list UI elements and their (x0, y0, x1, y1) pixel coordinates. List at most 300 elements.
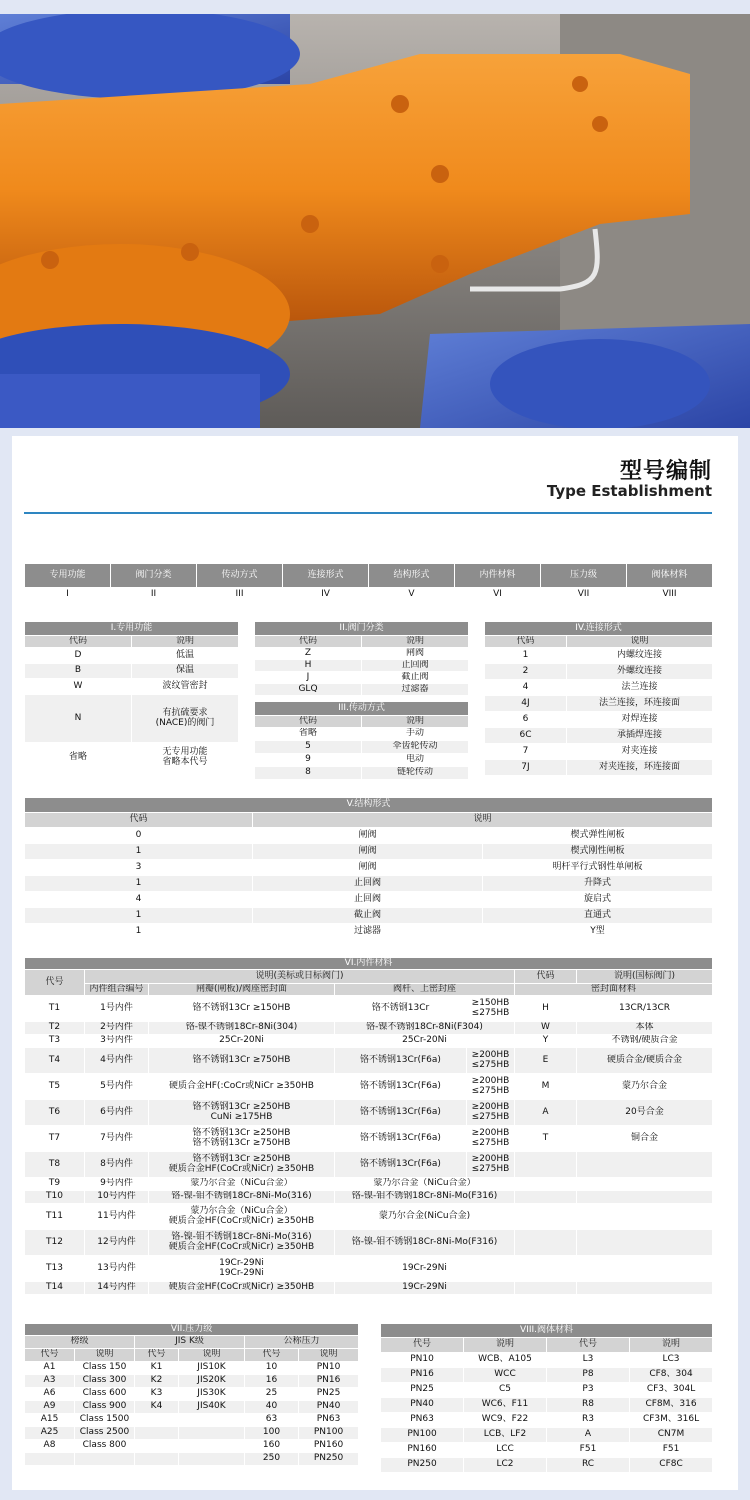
table-trim-material (24, 957, 713, 1295)
trim-hardness-line: ≤275HB (471, 1085, 510, 1096)
table-cell: PN10 (299, 1362, 359, 1375)
trim-hardness-line: ≤275HB (471, 1059, 510, 1070)
trim-seat-line: 硬质合金HF(CoCr或NiCr) ≥350HB (168, 1241, 315, 1252)
trim-hardness-line: ≤275HB (471, 1137, 510, 1148)
trim-combo: 4号内件 (85, 1048, 149, 1074)
table-title: VII.压力级 (25, 1324, 359, 1336)
table-cell: 无专用功能 省略本代号 (132, 743, 239, 773)
gb-code: H (515, 996, 577, 1022)
table-cell: 1 (25, 844, 253, 860)
table-cell: Class 1500 (75, 1414, 135, 1427)
trim-seat (149, 1126, 335, 1152)
table-row (25, 1427, 359, 1440)
trim-seat-line: 25Cr-20Ni (219, 1035, 264, 1046)
table-row (25, 695, 239, 743)
table-cell: 1 (485, 648, 567, 664)
trim-stem: 铬不锈钢13Cr(F6a) (335, 1100, 467, 1126)
scheme-roman: IV (283, 588, 369, 603)
gb-code: T (515, 1126, 577, 1152)
table-row (255, 754, 469, 767)
gb-desc: 13CR/13CR (577, 996, 713, 1022)
table-cell (179, 1427, 245, 1440)
table-cell: 6C (485, 728, 567, 744)
column-header: 代码 (515, 970, 577, 984)
trim-stem: 蒙乃尔合金(NiCu合金) (335, 1204, 515, 1230)
trim-hardness-line: ≥200HB (471, 1153, 510, 1164)
table-cell: Class 900 (75, 1401, 135, 1414)
subheader-row (25, 636, 239, 648)
gb-empty (577, 1256, 713, 1282)
table-cell: CF8、304 (630, 1368, 713, 1383)
table-cell: F51 (547, 1443, 630, 1458)
scheme-header: 内件材料 (455, 564, 541, 588)
table-cell: 6 (485, 712, 567, 728)
trim-seat (149, 1256, 335, 1282)
subheader-row (25, 813, 713, 828)
table-row (25, 1440, 359, 1453)
table-row (25, 1152, 713, 1178)
table-cell: PN250 (299, 1453, 359, 1466)
table-row (25, 1230, 713, 1256)
scheme-roman: I (25, 588, 111, 603)
trim-stem: 蒙乃尔合金（NiCu合金） (335, 1178, 515, 1191)
trim-seat (149, 1035, 335, 1048)
table-cell: 手动 (362, 728, 469, 741)
table-cell: 63 (245, 1414, 299, 1427)
table-cell: 升降式 (483, 876, 713, 892)
trim-seat-line: 铬-镍-钼不锈钢18Cr-8Ni-Mo(316) (171, 1231, 312, 1242)
scheme-header: 连接形式 (283, 564, 369, 588)
table-cell: LCC (464, 1443, 547, 1458)
table-cell: JIS30K (179, 1388, 245, 1401)
trim-seat-line: 铬-镍不锈钢18Cr-8Ni(304) (185, 1022, 298, 1033)
table-cell: JIS10K (179, 1362, 245, 1375)
trim-combo: 9号内件 (85, 1178, 149, 1191)
section-title-en: Type Establishment (546, 482, 712, 500)
table-cell: 省略 (25, 743, 132, 773)
table-row (255, 728, 469, 741)
table-cell: Z (255, 648, 362, 660)
table-cell (135, 1427, 179, 1440)
table-cell: WC6、F11 (464, 1398, 547, 1413)
table-cell: PN25 (381, 1383, 464, 1398)
column-header: 代号 (25, 970, 85, 996)
table-row (381, 1428, 713, 1443)
table-row (25, 908, 713, 924)
trim-stem: 19Cr-29Ni (335, 1282, 515, 1295)
table-cell: PN25 (299, 1388, 359, 1401)
gb-desc: 蒙乃尔合金 (577, 1074, 713, 1100)
table-cell: 楔式刚性闸板 (483, 844, 713, 860)
table-cell: 闸阀 (253, 844, 483, 860)
table-cell: C5 (464, 1383, 547, 1398)
table-cell: 3 (25, 860, 253, 876)
table-cell: PN160 (299, 1440, 359, 1453)
column-header: 说明 (179, 1349, 245, 1362)
table-cell: 9 (255, 754, 362, 767)
column-header: 说明 (299, 1349, 359, 1362)
table-title-row (255, 702, 469, 716)
trim-combo: 7号内件 (85, 1126, 149, 1152)
trim-seat (149, 1230, 335, 1256)
scheme-roman: II (111, 588, 197, 603)
table-cell: CF3、304L (630, 1383, 713, 1398)
table-cell: PN63 (381, 1413, 464, 1428)
table-cell: WCC (464, 1368, 547, 1383)
table-cell: H (255, 660, 362, 672)
table-cell: 40 (245, 1401, 299, 1414)
trim-seat (149, 1282, 335, 1295)
table-cell: W (25, 679, 132, 695)
table-cell: PN100 (299, 1427, 359, 1440)
table-cell: Class 300 (75, 1375, 135, 1388)
table-cell: 法兰连接 (567, 680, 713, 696)
trim-seat (149, 1191, 335, 1204)
gb-desc: 铜合金 (577, 1126, 713, 1152)
gb-empty (577, 1204, 713, 1230)
table-cell: CN7M (630, 1428, 713, 1443)
table-title-row (25, 958, 713, 970)
table-cell: 止回阀 (253, 876, 483, 892)
table-row (381, 1443, 713, 1458)
trim-code: T6 (25, 1100, 85, 1126)
table-cell: A3 (25, 1375, 75, 1388)
table-cell: N (25, 695, 132, 743)
table-row (255, 672, 469, 684)
table-body-material (380, 1323, 713, 1473)
gb-code: W (515, 1022, 577, 1035)
gb-empty (577, 1282, 713, 1295)
trim-combo: 5号内件 (85, 1074, 149, 1100)
table-cell: 8 (255, 767, 362, 780)
table-cell: Class 600 (75, 1388, 135, 1401)
table-row (25, 924, 713, 940)
trim-combo: 2号内件 (85, 1022, 149, 1035)
trim-code: T9 (25, 1178, 85, 1191)
trim-seat (149, 1178, 335, 1191)
table-cell (179, 1440, 245, 1453)
table-row (25, 1453, 359, 1466)
table-cell: GLQ (255, 684, 362, 696)
trim-combo: 10号内件 (85, 1191, 149, 1204)
table-cell: 伞齿轮传动 (362, 741, 469, 754)
table-cell: 7J (485, 760, 567, 776)
table-cell: 明杆平行式钢性单闸板 (483, 860, 713, 876)
table-cell (179, 1414, 245, 1427)
column-header: 说明 (362, 636, 469, 648)
table-cell: 止回阀 (253, 892, 483, 908)
column-header: 说明 (75, 1349, 135, 1362)
table-title: I.专用功能 (25, 622, 239, 636)
column-header: 说明(美标或日标阀门) (85, 970, 515, 984)
scheme-header: 压力级 (541, 564, 627, 588)
table-cell: K4 (135, 1401, 179, 1414)
table-row (485, 648, 713, 664)
trim-combo: 13号内件 (85, 1256, 149, 1282)
subheader-row (485, 636, 713, 648)
trim-seat-line: 铬不锈钢13Cr ≥150HB (192, 1002, 291, 1013)
table-cell (135, 1440, 179, 1453)
table-cell: 楔式弹性闸板 (483, 828, 713, 844)
table-row (381, 1383, 713, 1398)
table-cell: Class 800 (75, 1440, 135, 1453)
table-cell: A6 (25, 1388, 75, 1401)
trim-code: T7 (25, 1126, 85, 1152)
table-valve-category (254, 621, 469, 696)
trim-seat-line: 铬不锈钢13Cr ≥250HB (192, 1127, 291, 1138)
trim-hardness-line: ≤275HB (471, 1163, 510, 1174)
scheme-header: 专用功能 (25, 564, 111, 588)
table-title-row (25, 1324, 359, 1336)
table-row (25, 743, 239, 773)
table-row (25, 1022, 713, 1035)
table-row (485, 680, 713, 696)
column-header: 代码 (25, 813, 253, 828)
table-cell (25, 1453, 75, 1466)
column-header: 说明 (253, 813, 713, 828)
column-header: 说明 (132, 636, 239, 648)
table-cell: 过滤器 (253, 924, 483, 940)
table-row (255, 648, 469, 660)
table-cell: F51 (630, 1443, 713, 1458)
trim-hardness-line: ≥200HB (471, 1101, 510, 1112)
trim-stem: 铬-镍不锈钢18Cr-8Ni(F304) (335, 1022, 515, 1035)
table-cell: 省略 (255, 728, 362, 741)
trim-seat (149, 996, 335, 1022)
trim-combo: 6号内件 (85, 1100, 149, 1126)
table-cell (135, 1453, 179, 1466)
trim-seat-line: 硬质合金HF(CoCr或NiCr) ≥350HB (168, 1215, 315, 1226)
scheme-header: 结构形式 (369, 564, 455, 588)
table-cell: 止回阀 (362, 660, 469, 672)
table-cell: 7 (485, 744, 567, 760)
table-special-function (24, 621, 239, 773)
table-cell: 承插焊连接 (567, 728, 713, 744)
trim-seat (149, 1048, 335, 1074)
table-cell: PN63 (299, 1414, 359, 1427)
trim-seat (149, 1022, 335, 1035)
table-cell: 25 (245, 1388, 299, 1401)
subheader-row (25, 1349, 359, 1362)
table-cell: PN100 (381, 1428, 464, 1443)
table-cell: P3 (547, 1383, 630, 1398)
table-row (255, 684, 469, 696)
table-row (255, 741, 469, 754)
table-row (25, 1375, 359, 1388)
column-header: 代号 (25, 1349, 75, 1362)
table-cell: 有抗硫要求 (NACE)的阀门 (132, 695, 239, 743)
table-cell: 内螺纹连接 (567, 648, 713, 664)
column-header: 榜级 (25, 1336, 135, 1349)
gb-empty (515, 1204, 577, 1230)
trim-code: T11 (25, 1204, 85, 1230)
column-header: 阀杆、上密封座 (335, 984, 515, 996)
table-cell: 对焊连接 (567, 712, 713, 728)
table-row (25, 1401, 359, 1414)
table-cell: 闸阀 (362, 648, 469, 660)
table-cell: 波纹管密封 (132, 679, 239, 695)
table-row (25, 1074, 713, 1100)
trim-hardness-line: ≤275HB (471, 1007, 510, 1018)
table-cell: 4 (485, 680, 567, 696)
section-title-cn: 型号编制 (619, 459, 712, 484)
trim-code: T12 (25, 1230, 85, 1256)
table-cell: A (547, 1428, 630, 1443)
table-pressure-class (24, 1323, 359, 1466)
table-title-row (25, 798, 713, 813)
title-divider (24, 512, 712, 514)
trim-hardness-line: ≥200HB (471, 1075, 510, 1086)
table-row (381, 1413, 713, 1428)
table-cell: 160 (245, 1440, 299, 1453)
table-row (25, 996, 713, 1022)
trim-hardness (467, 1048, 515, 1074)
table-cell: Class 150 (75, 1362, 135, 1375)
table-cell: 截止阀 (253, 908, 483, 924)
table-row (381, 1398, 713, 1413)
table-row (485, 760, 713, 776)
column-header: 代码 (255, 716, 362, 728)
table-cell: A9 (25, 1401, 75, 1414)
gb-empty (515, 1191, 577, 1204)
gb-empty (515, 1178, 577, 1191)
table-cell: 外螺纹连接 (567, 664, 713, 680)
trim-seat (149, 1074, 335, 1100)
gb-code: Y (515, 1035, 577, 1048)
column-header: 说明 (362, 716, 469, 728)
column-header: 密封面材料 (515, 984, 713, 996)
gb-empty (515, 1256, 577, 1282)
trim-seat-line: 铬不锈钢13Cr ≥250HB (192, 1153, 291, 1164)
trim-hardness-line: ≥200HB (471, 1049, 510, 1060)
table-cell: 1 (25, 924, 253, 940)
table-cell: CF8M、316 (630, 1398, 713, 1413)
table-cell: A1 (25, 1362, 75, 1375)
table-row (25, 1204, 713, 1230)
scheme-header-row (25, 564, 713, 588)
trim-stem: 铬不锈钢13Cr(F6a) (335, 1126, 467, 1152)
subheader-row (255, 636, 469, 648)
table-cell: 闸阀 (253, 860, 483, 876)
table-cell: CF3M、316L (630, 1413, 713, 1428)
table-row (25, 1178, 713, 1191)
valve-photo (0, 14, 750, 428)
scheme-roman: VI (455, 588, 541, 603)
table-cell: PN250 (381, 1458, 464, 1473)
table-cell: 16 (245, 1375, 299, 1388)
table-row (25, 1282, 713, 1295)
table-cell: 2 (485, 664, 567, 680)
table-cell: J (255, 672, 362, 684)
trim-code: T2 (25, 1022, 85, 1035)
trim-code: T4 (25, 1048, 85, 1074)
table-row (25, 1362, 359, 1375)
gb-empty (515, 1152, 577, 1178)
table-cell: R3 (547, 1413, 630, 1428)
trim-hardness (467, 1100, 515, 1126)
gb-desc: 20号合金 (577, 1100, 713, 1126)
column-header: 说明(国标阀门) (577, 970, 713, 984)
trim-seat (149, 1100, 335, 1126)
subheader-row (25, 984, 713, 996)
trim-stem: 铬不锈钢13Cr(F6a) (335, 1152, 467, 1178)
trim-hardness-line: ≥150HB (471, 997, 510, 1008)
table-cell: JIS40K (179, 1401, 245, 1414)
table-cell: 法兰连接，环连接面 (567, 696, 713, 712)
trim-seat-line: CuNi ≥175HB (210, 1111, 273, 1122)
gb-code: A (515, 1100, 577, 1126)
table-cell (179, 1453, 245, 1466)
table-cell: PN16 (381, 1368, 464, 1383)
trim-seat-line: 硬质合金HF(CoCr或NiCr) ≥350HB (168, 1282, 315, 1293)
trim-hardness (467, 1152, 515, 1178)
trim-combo: 12号内件 (85, 1230, 149, 1256)
table-structure-type (24, 797, 713, 940)
subheader-row (25, 970, 713, 984)
table-row (25, 1048, 713, 1074)
trim-code: T3 (25, 1035, 85, 1048)
column-header: 公称压力 (245, 1336, 359, 1349)
trim-seat-line: 蒙乃尔合金（NiCu合金） (190, 1178, 293, 1189)
table-cell: Y型 (483, 924, 713, 940)
table-row (25, 1100, 713, 1126)
table-title-row (381, 1324, 713, 1338)
table-cell: LC3 (630, 1353, 713, 1368)
table-cell: 4 (25, 892, 253, 908)
scheme-header: 阀门分类 (111, 564, 197, 588)
table-cell: D (25, 648, 132, 664)
table-title: II.阀门分类 (255, 622, 469, 636)
column-header: 说明 (567, 636, 713, 648)
table-row (25, 1256, 713, 1282)
table-cell: 1 (25, 908, 253, 924)
table-title-row (485, 622, 713, 636)
column-header: 代码 (485, 636, 567, 648)
scheme-roman-row (25, 588, 713, 603)
trim-hardness (467, 1126, 515, 1152)
table-row (255, 767, 469, 780)
gb-code: E (515, 1048, 577, 1074)
table-row (25, 679, 239, 695)
trim-seat-line: 铬不锈钢13Cr ≥750HB (192, 1054, 291, 1065)
gb-empty (577, 1152, 713, 1178)
trim-stem: 铬不锈钢13Cr(F6a) (335, 1074, 467, 1100)
scheme-roman: V (369, 588, 455, 603)
table-cell: 10 (245, 1362, 299, 1375)
table-cell: 4J (485, 696, 567, 712)
trim-code: T5 (25, 1074, 85, 1100)
trim-seat-line: 铬不锈钢13Cr ≥750HB (192, 1137, 291, 1148)
subheader-row (381, 1338, 713, 1353)
table-cell: PN40 (299, 1401, 359, 1414)
scheme-roman: VII (541, 588, 627, 603)
table-cell: A15 (25, 1414, 75, 1427)
table-row (25, 664, 239, 679)
table-title: VIII.阀体材料 (381, 1324, 713, 1338)
table-cell: PN10 (381, 1353, 464, 1368)
trim-seat (149, 1152, 335, 1178)
trim-code: T13 (25, 1256, 85, 1282)
gb-empty (515, 1282, 577, 1295)
table-cell: 0 (25, 828, 253, 844)
table-cell (75, 1453, 135, 1466)
table-row (381, 1458, 713, 1473)
gb-empty (577, 1230, 713, 1256)
trim-code: T10 (25, 1191, 85, 1204)
table-cell: 对夹连接，环连接面 (567, 760, 713, 776)
table-cell: WC9、F22 (464, 1413, 547, 1428)
table-row (485, 696, 713, 712)
